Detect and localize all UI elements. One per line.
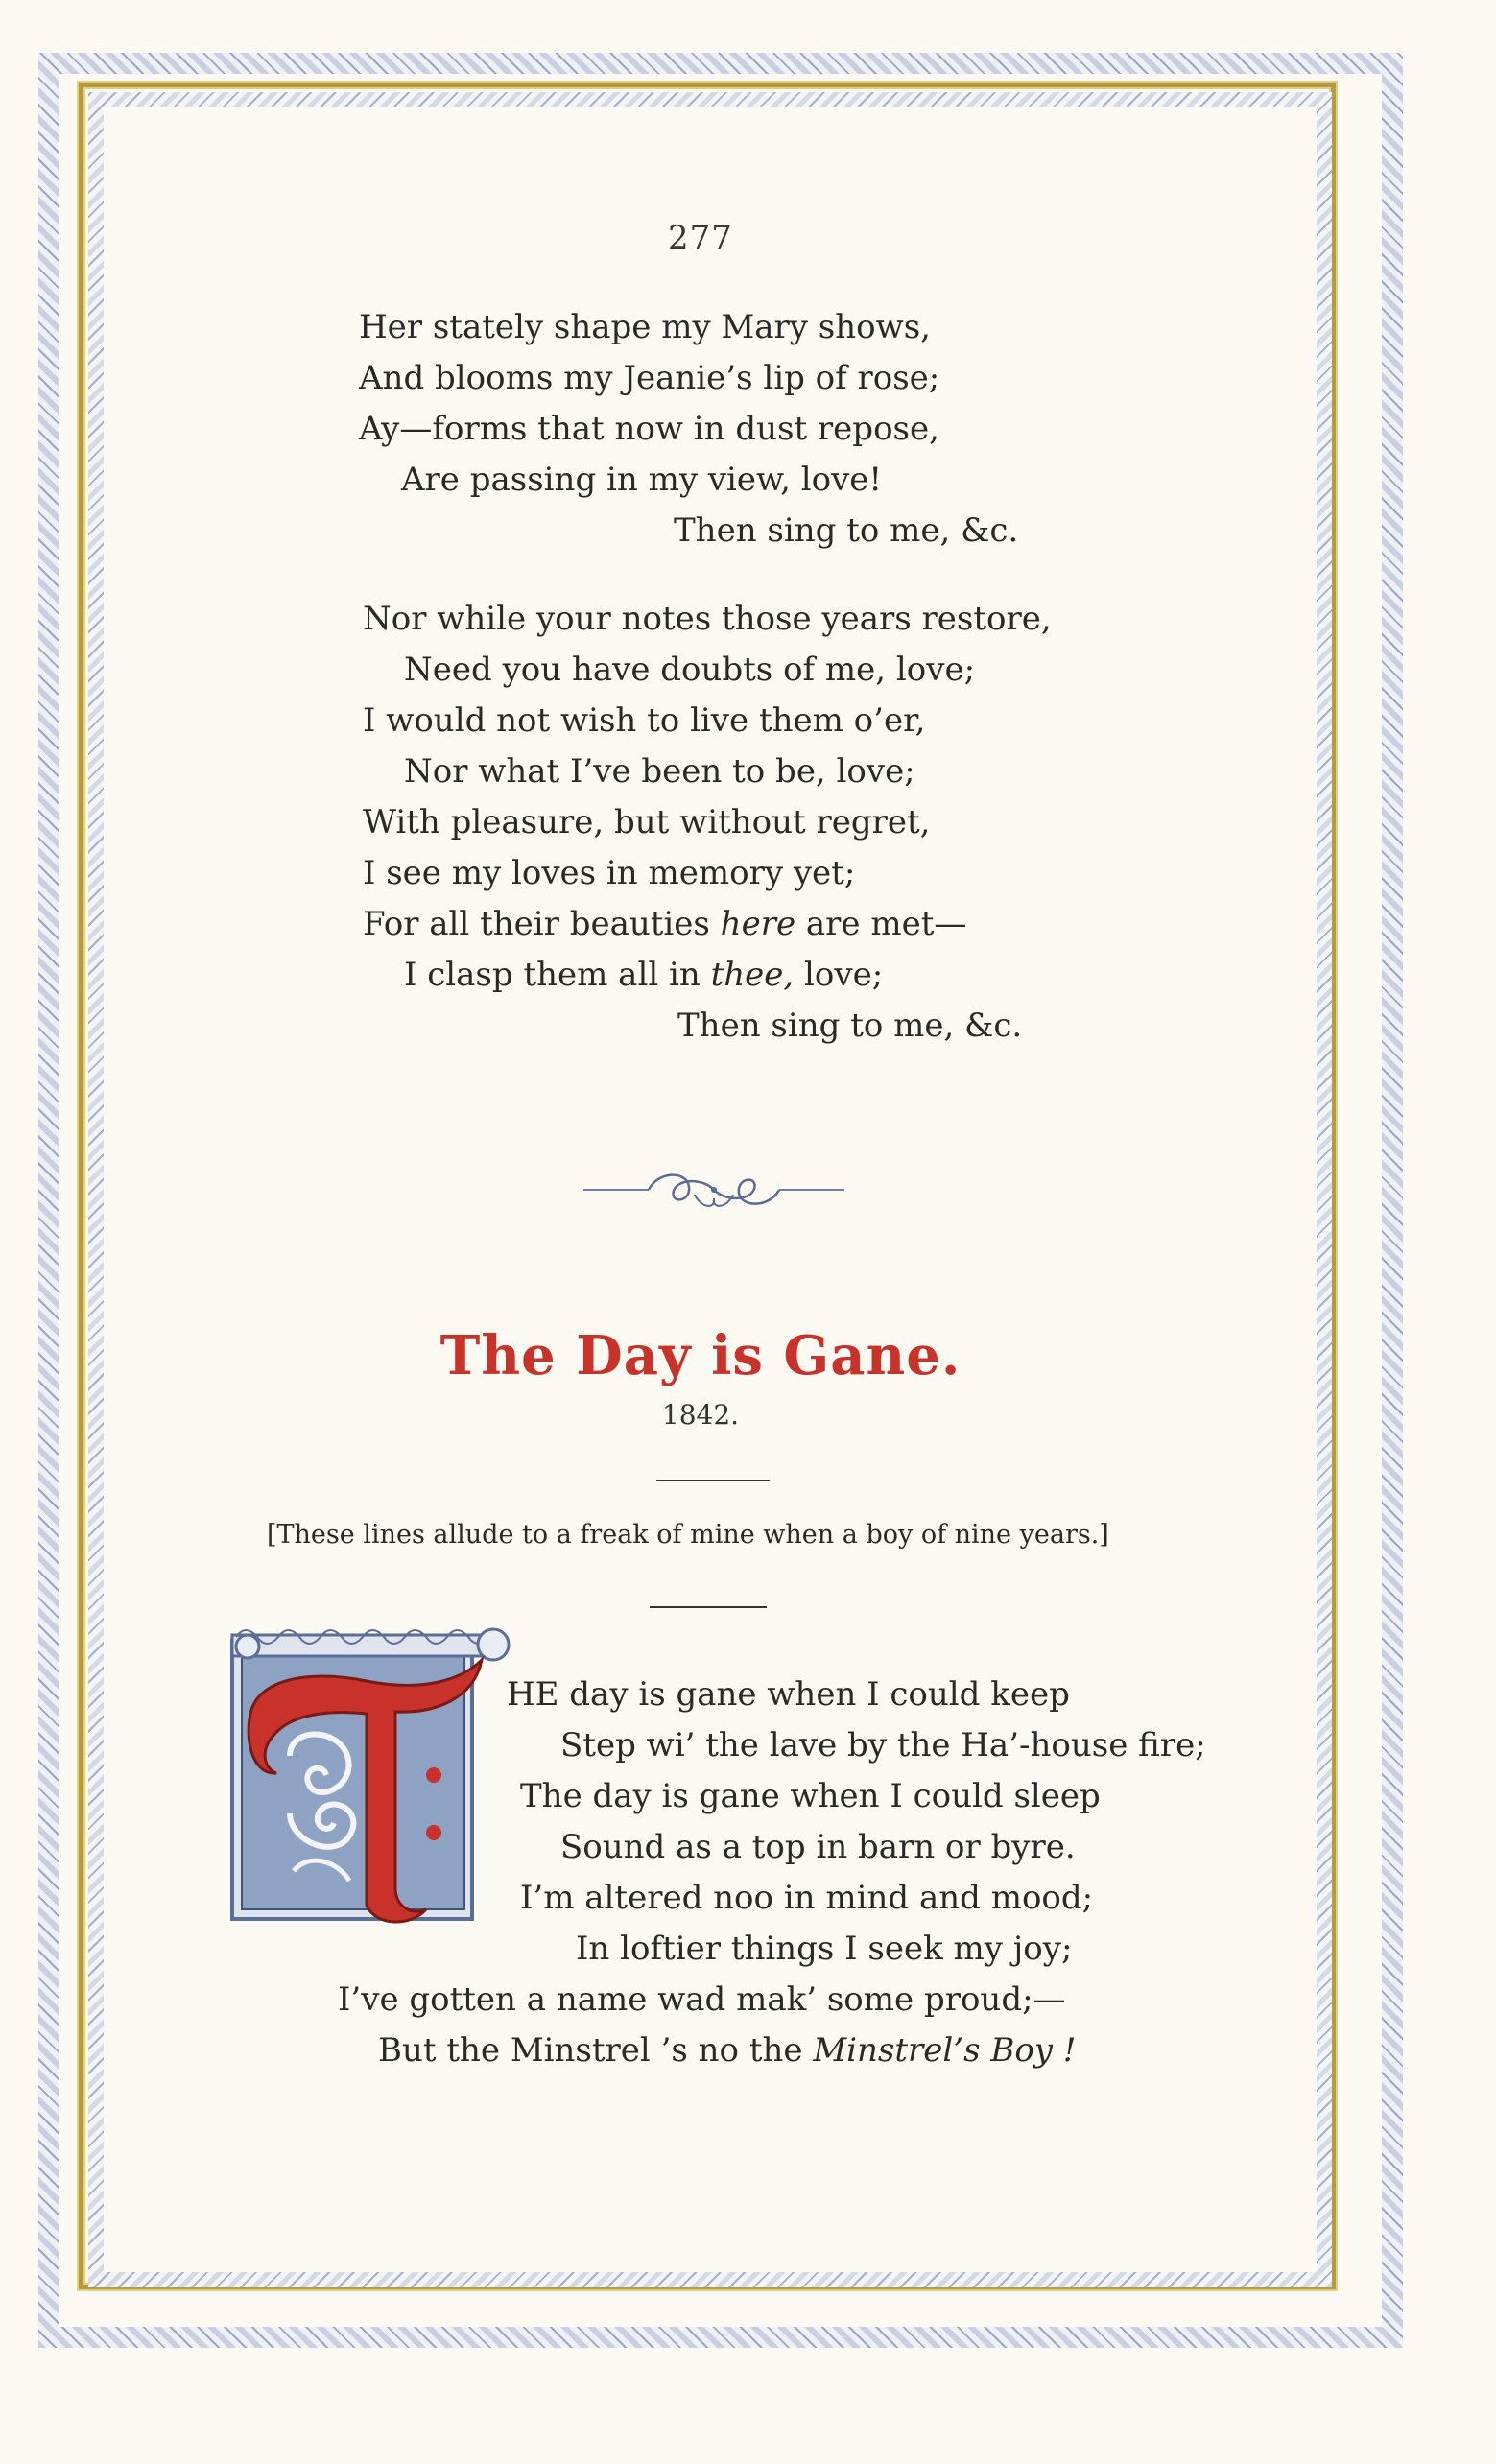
verse-line	[404, 956, 883, 994]
verse-line: Then sing to me, &c.	[674, 511, 1019, 550]
verse-line: I would not wish to live them o’er,	[363, 701, 926, 740]
verse-line: Nor while your notes those years restore,	[363, 600, 1052, 638]
verse-line: I’ve gotten a name wad mak’ some proud;—	[338, 1980, 1066, 2019]
verse-text: I clasp them all in	[404, 956, 711, 994]
verse-text: love;	[794, 956, 884, 994]
emphasis-text: Minstrel’s Boy !	[813, 2031, 1077, 2070]
verse-line: Are passing in my view, love!	[401, 461, 883, 499]
emphasis-text: thee,	[710, 956, 795, 994]
verse-line: I’m altered noo in mind and mood;	[520, 1879, 1094, 1917]
verse-line	[363, 905, 966, 943]
verse-line: Need you have doubts of me, love;	[404, 651, 976, 689]
divider-rule	[650, 1606, 767, 1608]
illuminated-initial-t-icon	[223, 1622, 512, 1931]
verse-line: Her stately shape my Mary shows,	[359, 308, 931, 346]
verse-text: But the Minstrel ’s no the	[378, 2031, 814, 2070]
verse-line: Sound as a top in barn or byre.	[560, 1828, 1076, 1866]
page-number: 277	[668, 219, 733, 257]
verse-line: And blooms my Jeanie’s lip of rose;	[359, 359, 940, 397]
poem-title: The Day is Gane.	[439, 1324, 962, 1387]
flourish-ornament-icon	[582, 1166, 846, 1214]
verse-line	[378, 2031, 1076, 2070]
verse-line: Ay—forms that now in dust repose,	[359, 410, 939, 448]
verse-line: The day is gane when I could sleep	[520, 1777, 1101, 1815]
verse-line: HE day is gane when I could keep	[507, 1675, 1070, 1714]
verse-line: Step wi’ the lave by the Ha’-house fire;	[560, 1726, 1206, 1765]
verse-line: With pleasure, but without regret,	[363, 803, 931, 841]
verse-line: Nor what I’ve been to be, love;	[404, 752, 915, 791]
emphasis-text: here	[720, 905, 796, 943]
poem-year: 1842.	[661, 1399, 740, 1431]
verse-line: Then sing to me, &c.	[677, 1007, 1023, 1045]
verse-line: In loftier things I seek my joy;	[576, 1930, 1073, 1968]
verse-text: are met—	[795, 905, 967, 943]
verse-line: I see my loves in memory yet;	[363, 854, 856, 892]
divider-rule	[656, 1480, 770, 1481]
verse-text: For all their beauties	[363, 905, 721, 943]
poem-note: [These lines allude to a freak of mine when a boy of nine years.]	[267, 1520, 1109, 1550]
